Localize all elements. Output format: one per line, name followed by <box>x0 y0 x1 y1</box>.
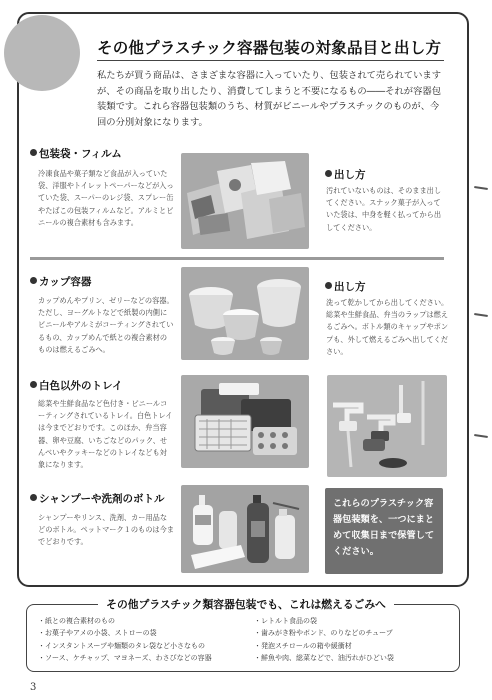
list-item: ・鮮魚や肉、総菜などで、油汚れがひどい袋 <box>254 653 394 662</box>
cup-description: カップめんやプリン、ゼリーなどの容器。ただし、ヨーグルトなどで紙製の内側にビニールやアルミがコーティングされているもの、カップめんで紙との複合素材のものは燃えるごみへ。 <box>38 296 174 354</box>
pump-photo-image <box>327 375 447 477</box>
binding-mark <box>474 434 488 438</box>
bullet-icon <box>30 149 37 156</box>
exceptions-list-right <box>254 615 454 664</box>
page-number: 3 <box>30 682 37 693</box>
film-heading: 包装袋・フィルム <box>30 146 122 161</box>
cup-dispose-text: 洗って乾かしてから出してください。 総菜や生鮮食品、弁当のラップは燃えるごみへ。ボトル類のキャップやポンプも、外して燃えるごみへ出してください。 <box>326 298 449 356</box>
storage-notice: これらのプラスチック容器包装類を、一つにまとめて収集日まで保管してください。 <box>325 488 443 574</box>
list-item: ・発泡スチロールの箱や緩衝材 <box>254 641 352 650</box>
tray-description: 総菜や生鮮食品など色付き・ビニールコーティングされているトレイ。白色トレイは今までどおりです。このほか、弁当容器、卵や豆腐、いちごなどのパック、せんべいやクッキーなどのトレイなども対象になります。 <box>38 399 173 470</box>
cup-photo-image <box>181 267 309 360</box>
list-item: ・お菓子やアメの小袋、ストローの袋 <box>38 629 157 638</box>
list-item: ・ソース、ケチャップ、マヨネーズ、わさびなどの容器 <box>38 653 212 662</box>
bullet-icon <box>30 277 37 284</box>
exceptions-list-left <box>38 615 253 664</box>
bullet-icon <box>325 282 332 289</box>
film-dispose-text: 汚れていないものは、そのまま出してください。スナック菓子が入っていた袋は、中身を軽く払ってから出してください。 <box>326 186 442 232</box>
binding-mark <box>474 313 488 317</box>
film-description: 冷凍食品や菓子類など食品が入っていた袋、洋服やトイレットペーパーなどが入っていた袋、スーパーのレジ袋、スプレー缶やたばこの包装フィルムなど。アルミとビニールの複合素材も含みます。 <box>38 169 174 227</box>
bullet-icon <box>30 494 37 501</box>
list-item: ・紙との複合素材のもの <box>38 617 115 625</box>
decorative-circle <box>4 15 80 91</box>
list-item: ・レトルト食品の袋 <box>254 617 317 625</box>
film-photo <box>181 153 309 249</box>
bottle-description: シャンプーやリンス、洗剤、カー用品などのボトル。ペットマーク１のものは今までどおりです。 <box>38 513 174 547</box>
exceptions-title <box>0 597 492 612</box>
film-photo-image <box>181 153 309 249</box>
cup-dispose-heading: 出し方 <box>325 279 366 294</box>
bottle-photo-image <box>181 485 309 573</box>
tray-photo-image <box>181 375 309 468</box>
list-item: ・インスタントスープや麺類のタレ袋など小さなもの <box>38 641 206 650</box>
tray-photo <box>181 375 309 468</box>
pump-photo <box>327 375 447 477</box>
bottle-photo <box>181 485 309 573</box>
cup-heading: カップ容器 <box>30 274 91 289</box>
bullet-icon <box>30 381 37 388</box>
list-item: ・歯みがき粉やボンド、のりなどのチューブ <box>254 629 393 638</box>
section-divider <box>30 257 444 260</box>
tray-heading: 白色以外のトレイ <box>30 378 122 393</box>
binding-mark <box>474 186 488 190</box>
exceptions-title-text: その他プラスチック類容器包装でも、これは燃えるごみへ <box>98 598 394 611</box>
title-underline <box>97 60 444 61</box>
bullet-icon <box>325 170 332 177</box>
intro-paragraph: 私たちが買う商品は、さまざまな容器に入っていたり、包装されて売られていますが、その商品を取り出したり、消費してしまうと不要になるもの――それが容器包装類です。これら容器包装類のうち、材質がビニールやプラスチックのものが、今回の分別対象になります。 <box>97 70 441 128</box>
page-title: その他プラスチック容器包装の対象品目と出し方 <box>97 39 442 57</box>
cup-photo <box>181 267 309 360</box>
bottle-heading: シャンプーや洗剤のボトル <box>30 491 164 506</box>
film-dispose-heading: 出し方 <box>325 167 366 182</box>
